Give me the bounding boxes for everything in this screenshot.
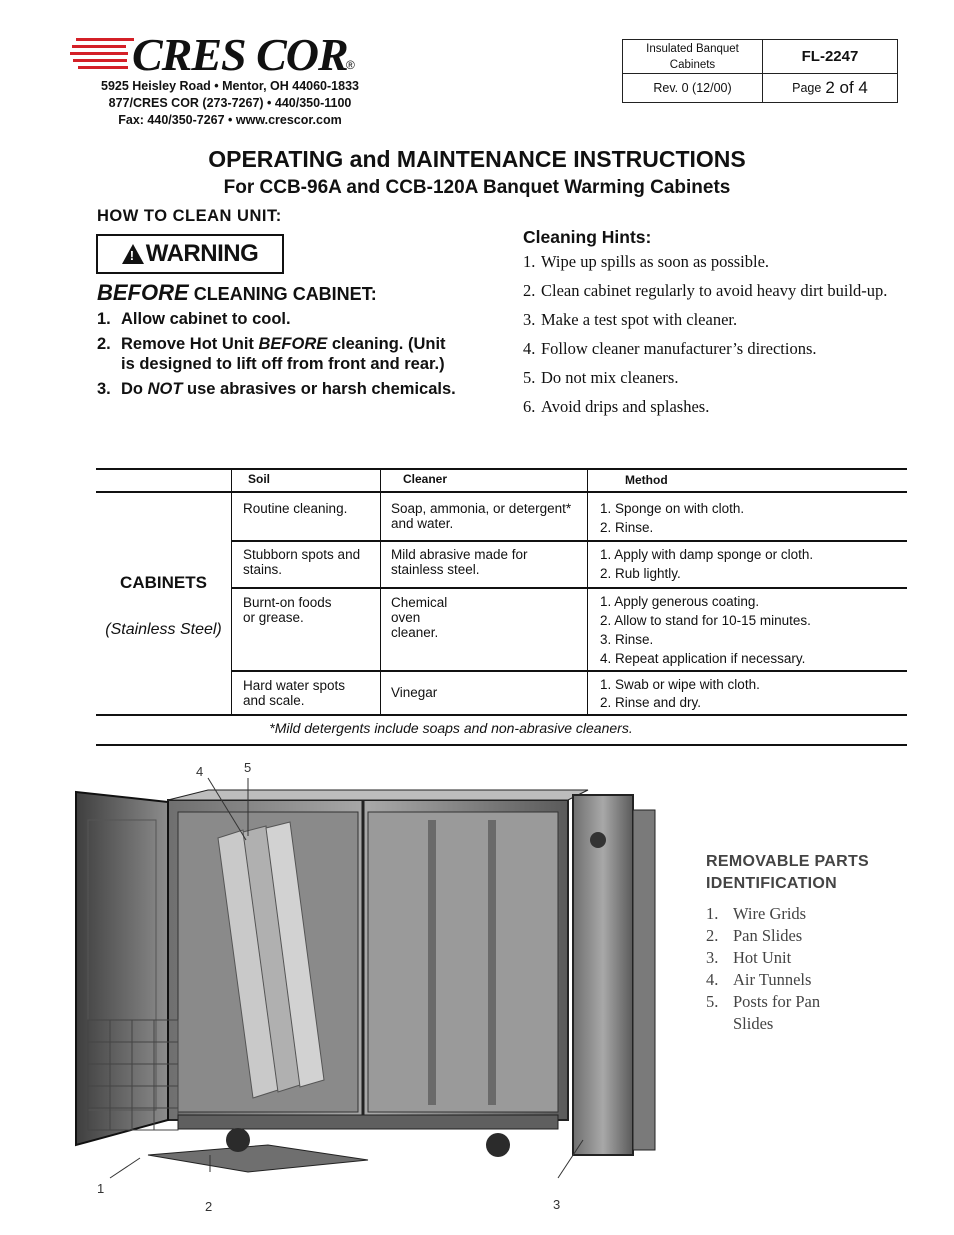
list-item	[97, 309, 457, 329]
callout-1: 1	[97, 1181, 105, 1196]
list-item	[706, 991, 843, 1035]
before-cleaning-steps	[97, 309, 457, 404]
removable-parts-list	[706, 903, 843, 1035]
list-item	[523, 281, 903, 301]
before-cleaning-heading	[97, 280, 377, 306]
table-rule	[231, 540, 907, 542]
list-item	[523, 368, 903, 388]
table-rule	[96, 491, 907, 493]
item-number: 6.	[523, 397, 536, 416]
method-step: 2. Rinse and dry.	[600, 695, 702, 710]
col-header-method: Method	[625, 473, 668, 487]
revision: Rev. 0 (12/00)	[623, 74, 763, 102]
list-item	[523, 310, 903, 330]
callout-4: 4	[196, 764, 204, 779]
col-header-soil: Soil	[248, 472, 271, 486]
list-item	[97, 334, 457, 374]
item-text: Remove Hot Unit	[121, 335, 259, 353]
item-text: Hot Unit	[733, 948, 792, 967]
address-line: Fax: 440/350-7267 • www.crescor.com	[118, 113, 342, 127]
cabinet-illustration	[68, 760, 708, 1180]
item-number: 5.	[706, 992, 719, 1011]
item-number: 5.	[523, 368, 536, 387]
form-number: FL-2247	[763, 40, 897, 74]
item-text: Do	[121, 380, 148, 398]
soil-cell: Routine cleaning.	[243, 501, 348, 516]
list-item	[523, 252, 903, 272]
list-item	[97, 379, 457, 399]
cres-cor-logo	[70, 29, 370, 80]
table-rule	[96, 468, 907, 470]
warning-box	[96, 234, 284, 274]
table-rule	[231, 670, 907, 672]
method-step: 1. Sponge on with cloth.	[600, 501, 745, 516]
list-item	[706, 903, 843, 925]
company-address	[80, 78, 380, 129]
item-number: 3.	[97, 380, 111, 398]
heading-line: IDENTIFICATION	[706, 875, 838, 892]
table-footnote: *Mild detergents include soaps and non-abrasive cleaners.	[269, 720, 633, 736]
form-info-box	[622, 39, 898, 103]
item-text: Follow cleaner manufacturer’s directions.	[541, 339, 817, 358]
table-col-rule	[380, 468, 381, 716]
page-number	[763, 74, 897, 102]
cleaning-hints-list	[523, 252, 903, 426]
list-item	[706, 947, 843, 969]
item-emphasis: BEFORE	[258, 335, 328, 353]
warning-icon: !	[122, 244, 144, 264]
address-line: 877/CRES COR (273-7267) • 440/350-1100	[108, 96, 352, 110]
logo-speed-lines	[70, 38, 134, 73]
cleaner-cell: Soap, ammonia, or detergent* and water.	[391, 501, 572, 531]
page-title: OPERATING and MAINTENANCE INSTRUCTIONS	[208, 146, 746, 172]
how-to-heading: HOW TO CLEAN UNIT:	[97, 207, 282, 225]
callout-5: 5	[244, 760, 252, 775]
list-item	[523, 397, 903, 417]
method-step: 4. Repeat application if necessary.	[600, 651, 806, 666]
method-step: 1. Apply generous coating.	[600, 594, 760, 609]
item-number: 3.	[523, 310, 536, 329]
item-number: 1.	[706, 904, 719, 923]
page-value: 2 of 4	[825, 78, 868, 97]
item-text: Posts for Pan Slides	[733, 992, 821, 1033]
item-number: 1.	[97, 310, 111, 328]
item-text: Avoid drips and splashes.	[541, 397, 710, 416]
method-step: 2. Rinse.	[600, 520, 654, 535]
item-number: 2.	[523, 281, 536, 300]
cleaner-cell: Chemical oven cleaner.	[391, 595, 448, 640]
before-rest: CLEANING CABINET:	[188, 284, 377, 304]
item-text: Pan Slides	[733, 926, 803, 945]
method-step: 2. Rub lightly.	[600, 566, 681, 581]
item-text: Make a test spot with cleaner.	[541, 310, 738, 329]
soil-cell: Stubborn spots and stains.	[243, 547, 361, 577]
item-number: 4.	[523, 339, 536, 358]
item-text: Clean cabinet regularly to avoid heavy dirt build-up.	[541, 281, 888, 300]
method-cell	[600, 592, 900, 668]
item-text: Air Tunnels	[733, 970, 812, 989]
item-text: use abrasives or harsh chemicals.	[182, 380, 456, 398]
cabinet-photo	[68, 760, 708, 1180]
warning-label: WARNING	[145, 240, 259, 267]
item-number: 4.	[706, 970, 719, 989]
item-text: cleaning. (Unit is designed to lift off from front and rear.)	[121, 335, 446, 373]
list-item	[706, 969, 843, 991]
item-text: Wipe up spills as soon as possible.	[541, 252, 770, 271]
method-step: 1. Swab or wipe with cloth.	[600, 677, 760, 692]
item-number: 1.	[523, 252, 536, 271]
page-label: Page	[792, 81, 822, 95]
before-emphasis: BEFORE	[97, 280, 189, 305]
table-col-rule	[587, 468, 588, 716]
method-step: 2. Allow to stand for 10-15 minutes.	[600, 613, 811, 628]
item-text: Allow cabinet to cool.	[121, 310, 291, 328]
method-step: 1. Apply with damp sponge or cloth.	[600, 547, 814, 562]
brand-name: CRES COR	[132, 29, 348, 80]
category-label: CABINETS	[120, 573, 207, 592]
method-cell	[600, 499, 900, 537]
callout-3: 3	[553, 1197, 561, 1212]
soil-cell: Burnt-on foods or grease.	[243, 595, 332, 625]
item-text: Do not mix cleaners.	[541, 368, 679, 387]
item-number: 2.	[706, 926, 719, 945]
doc-type: Insulated Banquet Cabinets	[623, 40, 763, 74]
table-col-rule	[231, 468, 232, 716]
soil-cell: Hard water spots and scale.	[243, 678, 346, 708]
page-subtitle: For CCB-96A and CCB-120A Banquet Warming Cabinets	[223, 177, 731, 198]
method-step: 3. Rinse.	[600, 632, 654, 647]
item-number: 3.	[706, 948, 719, 967]
registered-mark: ®	[346, 58, 355, 72]
cleaner-cell: Mild abrasive made for stainless steel.	[391, 547, 528, 577]
cleaner-cell: Vinegar	[391, 685, 438, 700]
item-number: 2.	[97, 335, 111, 353]
cleaning-hints-heading: Cleaning Hints:	[523, 227, 652, 247]
table-rule	[96, 714, 907, 716]
table-rule	[96, 744, 907, 746]
heading-line: REMOVABLE PARTS	[706, 853, 870, 870]
address-line: 5925 Heisley Road • Mentor, OH 44060-1833	[101, 79, 359, 93]
method-cell	[600, 545, 900, 583]
item-text: Wire Grids	[733, 904, 807, 923]
list-item	[706, 925, 843, 947]
method-cell	[600, 676, 900, 712]
table-rule	[231, 587, 907, 589]
list-item	[523, 339, 903, 359]
removable-parts-heading	[706, 851, 869, 895]
category-sublabel: (Stainless Steel)	[105, 621, 222, 638]
col-header-cleaner: Cleaner	[403, 472, 448, 486]
callout-2: 2	[205, 1199, 213, 1214]
item-emphasis: NOT	[147, 380, 183, 398]
